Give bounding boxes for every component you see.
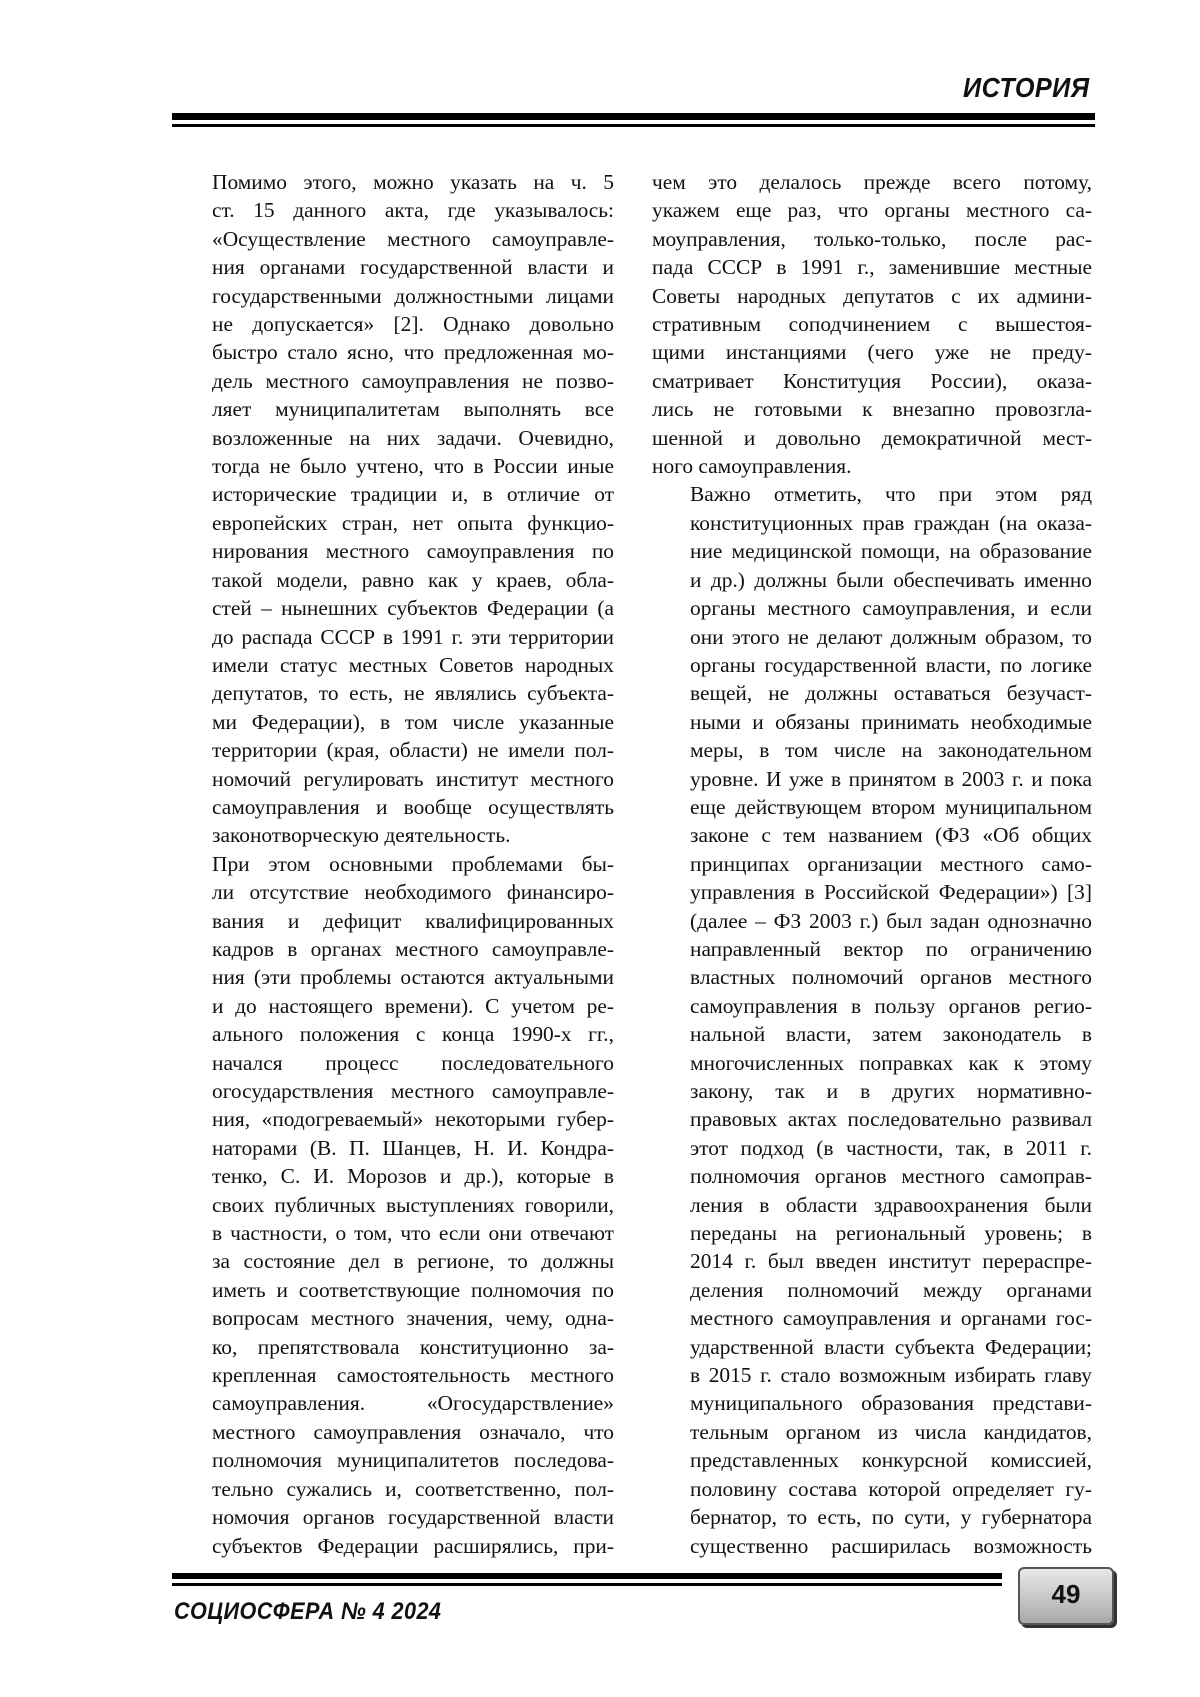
text-line: ния, «подогреваемый» некоторыми губер-	[212, 1107, 614, 1132]
text-line: самоуправления в пользу органов регио-	[690, 993, 1092, 1018]
text-line: «Осуществление местного самоуправле-	[212, 226, 614, 251]
text-line: государственными должностными лицами	[212, 283, 614, 308]
paragraph	[174, 850, 614, 1560]
page-number-badge	[1018, 1567, 1114, 1625]
text-line: ние медицинской помощи, на образование	[690, 539, 1092, 564]
text-line: тельно сужались и, соответственно, пол-	[212, 1476, 614, 1501]
text-line: муниципального образования представи-	[690, 1391, 1092, 1416]
text-line: быстро стало ясно, что предложенная мо-	[212, 340, 614, 365]
text-line: полномочия муниципалитетов последова-	[212, 1448, 614, 1473]
text-line: ными и обязаны принимать необходимые	[690, 709, 1092, 734]
text-line: меры, в том числе на законодательном	[690, 738, 1092, 763]
text-line: ко, препятствовала конституционно за-	[212, 1334, 614, 1359]
text-line: направленный вектор по ограничению	[690, 936, 1092, 961]
text-line: депутатов, то есть, не являлись субъекта-	[212, 681, 614, 706]
text-line: моуправления, только-только, после рас-	[652, 226, 1092, 251]
paragraph	[652, 480, 1092, 1559]
text-line: половину состава которой определяет гу-	[690, 1476, 1092, 1501]
text-line: нирования местного самоуправления по	[212, 539, 614, 564]
text-line: территории (края, области) не имели пол-	[212, 738, 614, 763]
text-line: стей – нынешних субъектов Федерации (а	[212, 596, 614, 621]
section-title: ИСТОРИЯ	[963, 72, 1090, 103]
text-line: закону, так и в других нормативно-	[690, 1079, 1092, 1103]
journal-title: СОЦИОСФЕРА № 4 2024	[174, 1598, 442, 1625]
text-line: представленных конкурсной комиссией,	[690, 1448, 1092, 1473]
text-line: властных полномочий органов местного	[690, 965, 1092, 990]
text-line: ударственной власти субъекта Федерации;	[690, 1334, 1092, 1359]
text-line: тогда не было учтено, что в России иные	[212, 454, 614, 479]
footer-rule	[172, 1573, 1002, 1579]
text-line: стративным соподчинением с вышестоя-	[652, 312, 1092, 337]
text-line: такой модели, равно как у краев, обла-	[212, 567, 614, 592]
text-line: ми Федерации), в том числе указанные	[212, 709, 614, 734]
page-number: 49	[1051, 1579, 1081, 1609]
text-line: законе с тем названием (ФЗ «Об общих	[690, 823, 1092, 848]
text-line: тельным органом из числа кандидатов,	[690, 1419, 1092, 1444]
text-line: чем это делалось прежде всего потому,	[652, 170, 1092, 194]
text-line: конституционных прав граждан (на оказа-	[690, 510, 1092, 535]
text-line: исторические традиции и, в отличие от	[212, 482, 614, 507]
text-line: не допускается» [2]. Однако довольно	[212, 312, 614, 337]
right-column	[652, 168, 1092, 1560]
text-line: Советы народных депутатов с их админи-	[652, 283, 1092, 308]
text-line: до распада СССР в 1991 г. эти территории	[212, 624, 614, 649]
text-line: местного самоуправления и органами гос-	[690, 1306, 1092, 1331]
text-line: еще действующем втором муниципальном	[690, 794, 1092, 819]
text-line: местного самоуправления означало, что	[212, 1419, 614, 1444]
text-line: в 2015 г. стало возможным избирать главу	[690, 1363, 1092, 1388]
text-line: лись не готовыми к внезапно провозгла-	[652, 397, 1092, 422]
text-line: органы государственной власти, по логике	[690, 652, 1092, 677]
text-line: органы местного самоуправления, и если	[690, 596, 1092, 621]
paragraph	[652, 168, 1092, 480]
text-line: Важно отметить, что при этом ряд	[690, 482, 1092, 507]
text-line: законотворческую деятельность.	[212, 823, 511, 848]
text-line: вопросам местного значения, чему, одна-	[212, 1306, 614, 1331]
text-line: вещей, не должны оставаться безучаст-	[690, 681, 1092, 706]
text-line: полномочия органов местного самоправ-	[690, 1164, 1092, 1189]
text-line: самоуправления и вообще осуществлять	[212, 794, 614, 819]
text-line: этот подход (в частности, так, в 2011 г.	[690, 1135, 1092, 1160]
text-line: имели статус местных Советов народных	[212, 652, 614, 677]
text-line: (далее – ФЗ 2003 г.) был задан однозначно	[690, 908, 1092, 933]
text-line: номочия органов государственной власти	[212, 1505, 614, 1530]
text-line: Помимо этого, можно указать на ч. 5	[212, 170, 614, 194]
footer-rule-thin	[172, 1583, 1002, 1586]
text-line: многочисленных поправках как к этому	[690, 1050, 1092, 1075]
header-rule-thin	[172, 124, 1095, 127]
text-line: вания и дефицит квалифицированных	[212, 908, 614, 933]
text-line: кадров в органах местного самоуправле-	[212, 936, 614, 961]
text-line: в частности, о том, что если они отвечают	[212, 1221, 614, 1246]
text-line: за состояние дел в регионе, то должны	[212, 1249, 614, 1274]
left-column	[174, 168, 614, 1560]
text-line: дель местного самоуправления не позво-	[212, 368, 614, 393]
text-line: они этого не делают должным образом, то	[690, 624, 1092, 649]
text-line: принципах организации местного само-	[690, 851, 1092, 876]
text-line: пада СССР в 1991 г., заменившие местные	[652, 255, 1092, 280]
text-line: начался процесс последовательного	[212, 1050, 614, 1075]
text-line: ного самоуправления.	[652, 454, 852, 479]
text-line: наторами (В. П. Шанцев, Н. И. Кондра-	[212, 1135, 614, 1160]
text-line: европейских стран, нет опыта функцио-	[212, 510, 614, 535]
text-line: ния (эти проблемы остаются актуальными	[212, 965, 614, 990]
text-line: сматривает Конституция России), оказа-	[652, 368, 1092, 393]
text-line: ального положения с конца 1990-х гг.,	[212, 1022, 614, 1047]
paragraph	[174, 168, 614, 850]
text-line: тенко, С. И. Морозов и др.), которые в	[212, 1164, 614, 1189]
text-line: существенно расширилась возможность	[690, 1533, 1092, 1558]
text-line: своих публичных выступлениях говорили,	[212, 1192, 614, 1217]
text-line: субъектов Федерации расширялись, при-	[212, 1533, 614, 1558]
text-line: деления полномочий между органами	[690, 1277, 1092, 1302]
text-line: 2014 г. был введен институт перераспре-	[690, 1249, 1092, 1274]
text-line: щими инстанциями (чего уже не преду-	[652, 340, 1092, 365]
text-line: бернатор, то есть, по сути, у губернатора	[690, 1505, 1092, 1530]
text-line: правовых актах последовательно развивал	[690, 1107, 1092, 1132]
text-line: крепленная самостоятельность местного	[212, 1363, 614, 1388]
text-line: укажем еще раз, что органы местного са-	[652, 198, 1092, 223]
text-line: уровне. И уже в принятом в 2003 г. и пока	[690, 766, 1092, 791]
text-line: управления в Российской Федерации») [3]	[690, 880, 1092, 905]
text-line: и др.) должны были обеспечивать именно	[690, 567, 1092, 592]
text-line: номочий регулировать институт местного	[212, 766, 614, 791]
text-line: и до настоящего времени). С учетом ре-	[212, 993, 614, 1018]
text-line: переданы на региональный уровень; в	[690, 1221, 1092, 1246]
text-line: ния органами государственной власти и	[212, 255, 614, 280]
text-line: ления в области здравоохранения были	[690, 1192, 1092, 1217]
text-line: ст. 15 данного акта, где указывалось:	[212, 198, 614, 223]
text-line: возложенные на них задачи. Очевидно,	[212, 425, 614, 450]
header-rule	[172, 113, 1095, 120]
text-line: шенной и довольно демократичной мест-	[652, 425, 1092, 450]
text-line: иметь и соответствующие полномочия по	[212, 1277, 614, 1302]
text-line: самоуправления. «Огосударствление»	[212, 1391, 614, 1416]
text-line: нальной власти, затем законодатель в	[690, 1022, 1092, 1047]
text-line: ли отсутствие необходимого финансиро-	[212, 880, 614, 905]
text-line: огосударствления местного самоуправле-	[212, 1079, 614, 1103]
text-line: ляет муниципалитетам выполнять все	[212, 397, 614, 422]
text-line: При этом основными проблемами бы-	[212, 851, 614, 876]
